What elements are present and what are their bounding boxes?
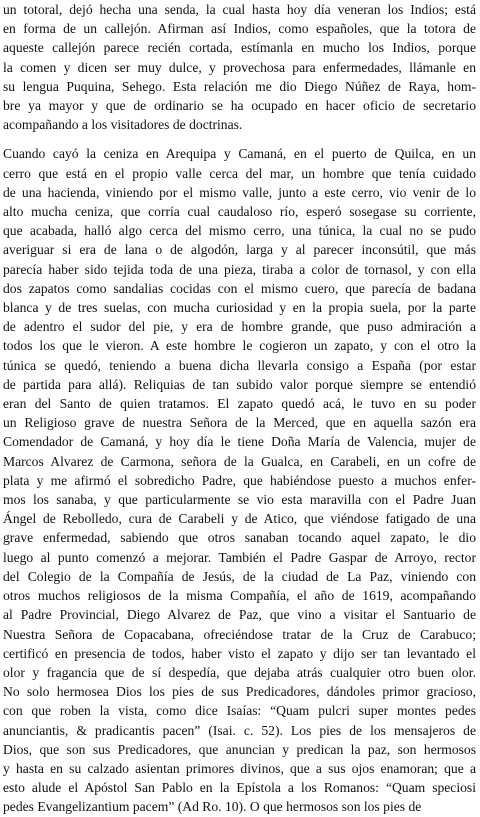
text-line: un totoral, dejó hecha una senda, la cual hasta hoy día veneran los Indios; está bbox=[3, 2, 476, 17]
text-line: todos los que le vieron. A este hombre le cogieron un zapato, y con el otro la bbox=[3, 338, 476, 354]
text-line: Dios, que son sus Predicadores, que anuncian y predican la paz, son hermosos bbox=[3, 741, 476, 757]
text-line: Marcos Alvarez de Carmona, señora de la Gualca, en Carabeli, en un cofre de bbox=[3, 453, 476, 469]
text-line: averiguar si era de lana o de algodón, larga y al parecer inconsútil, que más bbox=[3, 242, 476, 258]
text-line: de adentro el sudor del pie, y era de hombre grande, que puso admiración a bbox=[3, 319, 476, 335]
text-line: cerro que está en el propio valle cerca del mar, un hombre que tenía cuidado bbox=[3, 165, 476, 181]
text-line: luego al punto comenzó a mejorar. También el Padre Gaspar de Arroyo, rector bbox=[3, 549, 476, 565]
text-line: plata y me afirmó el sobredicho Padre, que habiéndose puesto a muchos enfer- bbox=[3, 472, 476, 488]
text-line: con que roben la vista, como dice Isaías: “Quam pulcri super montes pedes bbox=[3, 703, 476, 719]
text-line: Cuando cayó la ceniza en Arequipa y Camaná, en el puerto de Quilca, en un bbox=[3, 146, 476, 162]
text-line: del Colegio de la Compañía de Jesús, de la ciudad de La Paz, viniendo con bbox=[3, 568, 476, 584]
text-line: mos los sanaba, y que particularmente se vio esta maravilla con el Padre Juan bbox=[3, 492, 476, 508]
text-line: anunciantis, & pradicantis pacen” (Isai. c. 52). Los pies de los mensajeros de bbox=[3, 722, 476, 738]
text-line: bre ya mayor y que de ordinario se ha ocupado en hacer oficio de secretario bbox=[3, 98, 476, 114]
text-line: certificó en presencia de todos, haber visto el zapato y dijo ser tan levantado el bbox=[3, 645, 476, 661]
text-line: olor y fragancia que de sí despedía, que dejaba atrás cualquier otro buen olor. bbox=[3, 664, 476, 680]
text-line: Ángel de Rebolledo, cura de Carabeli y de Atico, que viéndose fatigado de una bbox=[3, 511, 476, 527]
text-line: No solo hermosea Dios los pies de sus Predicadores, dándoles primor gracioso, bbox=[3, 684, 476, 700]
text-line: al Padre Provincial, Diego Alvarez de Paz, que vino a visitar el Santuario de bbox=[3, 607, 476, 623]
text-line: blanca y de tres suelas, con mucha curiosidad y en la propia suela, por la parte bbox=[3, 300, 476, 316]
text-line: acompañando a los visitadores de doctrinas. bbox=[3, 117, 243, 133]
text-line: un Religioso grave de nuestra Señora de la Merced, que en aquella sazón era bbox=[3, 415, 476, 431]
text-line: su lengua Puquina, Sehego. Esta relación me dio Diego Núñez de Raya, hom- bbox=[3, 78, 476, 94]
text-line: de una hacienda, viniendo por el mismo valle, junto a este cerro, vio venir de lo bbox=[3, 184, 476, 200]
text-line: Comendador de Camaná, y hoy día le tiene Doña María de Valencia, mujer de bbox=[3, 434, 476, 450]
text-line: que acabada, halló algo cerca del mismo cerro, una túnica, la cual no se pudo bbox=[3, 223, 476, 239]
text-line: la comen y dicen ser muy dulce, y provechosa para enfermedades, llámanle en bbox=[3, 59, 476, 75]
text-line: de partida para allá). Reliquias de tan subido valor porque siempre se entendió bbox=[3, 376, 476, 392]
text-line: alto mucha ceniza, que corría cual caudaloso río, esperó sosegase su corriente, bbox=[3, 204, 476, 220]
text-line: y hasta en su calzado asientan primores divinos, que a sus ojos enamoran; que a bbox=[3, 760, 476, 776]
text-line: dos zapatos como sandalias cocidas con el mismo cuero, que parecía de badana bbox=[3, 280, 476, 296]
text-line: esto alude el Apóstol San Pablo en la Epístola a los Romanos: “Quam speciosi bbox=[3, 780, 476, 796]
paragraph bbox=[3, 0, 476, 134]
text-line: parecía haber sido tejida toda de una pieza, tiraba a color de tornasol, y con ella bbox=[3, 261, 476, 277]
text-line: otros muchos religiosos de la misma Compañía, el año de 1619, acompañando bbox=[3, 588, 476, 604]
text-line: en forma de un callejón. Afirman así Indios, como españoles, que la totora de bbox=[3, 21, 476, 37]
text-line: Nuestra Señora de Copacabana, ofreciéndose tratar de la Cruz de Carabuco; bbox=[3, 626, 476, 642]
text-line: aqueste callejón parece recién cortada, estímanla en mucho los Indios, porque bbox=[3, 40, 476, 56]
text-line: túnica se quedó, teniendo a buena dicha llevarla consigo a España (por estar bbox=[3, 357, 476, 373]
text-line: eran del Santo de quien tratamos. El zapato quedó acá, le tuvo en su poder bbox=[3, 396, 476, 412]
paragraph bbox=[3, 144, 476, 816]
text-line: grave enfermedad, sabiendo que otros sanaban tocando aquel zapato, le dio bbox=[3, 530, 476, 546]
text-line: pedes Evangelizantium pacem” (Ad Ro. 10). O que hermosos son los pies de bbox=[3, 799, 422, 815]
